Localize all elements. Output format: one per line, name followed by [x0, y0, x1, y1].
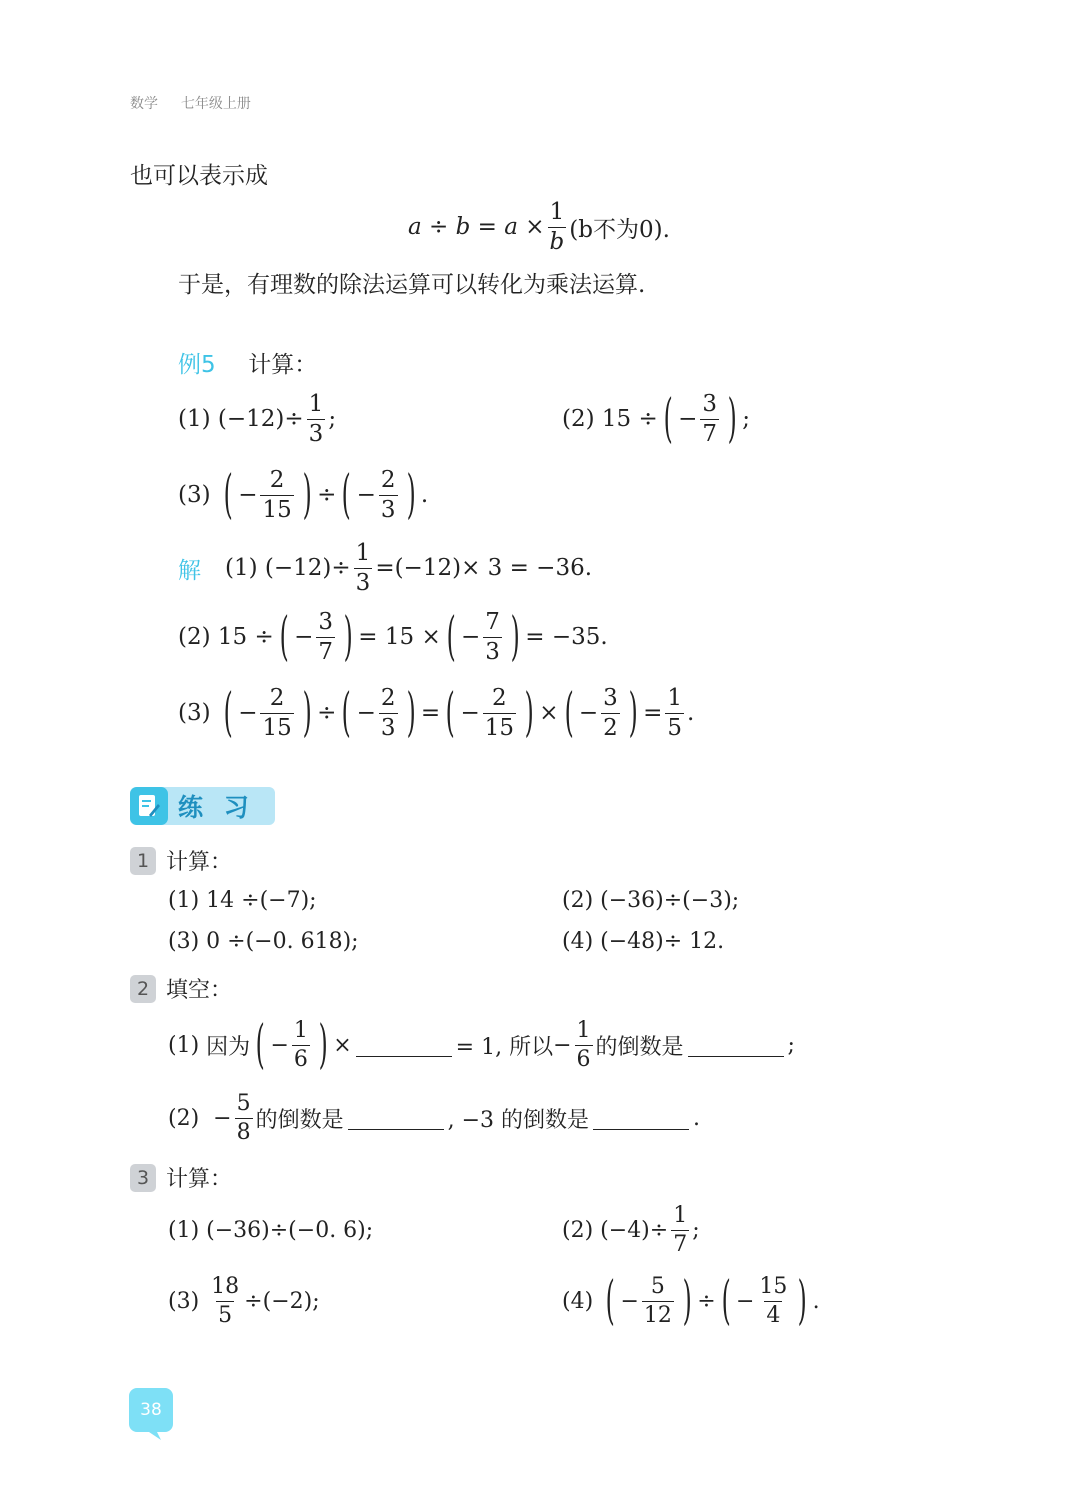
example-label: 例5 — [178, 352, 216, 378]
page-number: 38 — [140, 1400, 162, 1420]
practice-q2-b: (2) − $\frac{5}{8}$ 的倒数是 , −3 的倒数是 . — [168, 1090, 701, 1145]
formula-left: a ÷ b = a × — [408, 214, 545, 240]
intro-text: 也可以表示成 — [130, 163, 268, 189]
practice-q3-item: (2) (−4)÷ $\frac{1}{7}$ ; — [562, 1202, 700, 1257]
conclusion-text: 于是，有理数的除法运算可以转化为乘法运算. — [178, 272, 646, 298]
answer-blank[interactable] — [348, 1107, 444, 1130]
question-number: 2 — [130, 975, 156, 1003]
running-header — [130, 93, 251, 113]
formula-fraction: $\frac{1}{b}$ — [549, 198, 565, 255]
practice-q1-item: (1) 14 ÷(−7); — [168, 888, 317, 913]
formula-note: (b不为0). — [569, 216, 670, 243]
practice-q1-item: (2) (−36)÷(−3); — [562, 888, 740, 913]
practice-q2-heading: 2 填空： — [130, 973, 232, 1004]
solution-2: (2) 15 ÷ ( − $\frac{3}{7}$ ) = 15 × ( − $\frac{7}{3}$ ) = −35. — [178, 607, 608, 667]
practice-q3-item: (1) (−36)÷(−0. 6); — [168, 1218, 374, 1243]
solution-1: 解 (1) (−12)÷ $\frac{1}{3}$ =(−12)× 3 = −36. — [178, 539, 593, 596]
example-q3: (3) ( − $\frac{2}{15}$ ) ÷ ( − $\frac{2}{3}$ ) . — [178, 465, 429, 525]
page-number-badge — [129, 1388, 173, 1432]
example-title: 计算： — [248, 352, 318, 378]
practice-q3-item: (3) $\frac{18}{5}$ ÷(−2); — [168, 1273, 320, 1328]
practice-q1-item: (4) (−48)÷ 12. — [562, 929, 725, 954]
practice-q2-a: (1) 因为 ( − $\frac{1}{6}$ ) × = 1, 所以 − $\frac{1}{6}$ 的倒数是 ; — [168, 1015, 795, 1075]
practice-badge — [130, 787, 275, 825]
pencil-note-icon — [130, 787, 168, 825]
header-grade: 七年级上册 — [180, 96, 251, 112]
question-number: 3 — [130, 1164, 156, 1192]
example-q1: (1) (−12)÷ $\frac{1}{3}$ ; — [178, 390, 337, 447]
header-subject: 数学 — [130, 96, 158, 112]
practice-q3-item: (4) ( − $\frac{5}{12}$ ) ÷ ( − $\frac{15}{4}$ ) . — [562, 1271, 820, 1331]
answer-blank[interactable] — [593, 1107, 689, 1130]
practice-title: 练 习 — [178, 793, 255, 822]
answer-blank[interactable] — [688, 1034, 784, 1057]
practice-q1-heading: 1 计算： — [130, 845, 232, 876]
practice-q1-item: (3) 0 ÷(−0. 618); — [168, 929, 359, 954]
solution-3: (3) ( − $\frac{2}{15}$ ) ÷ ( − $\frac{2}{3}$ ) = ( − $\frac{2}{15}$ ) × ( − $\frac{3}{2}$ ) = $\frac{1}{5}$ . — [178, 683, 695, 743]
practice-q3-heading: 3 计算： — [130, 1162, 232, 1193]
answer-blank[interactable] — [356, 1034, 452, 1057]
division-formula — [408, 192, 670, 262]
example-q2: (2) 15 ÷ ( − $\frac{3}{7}$ ) ; — [562, 389, 751, 449]
solution-label: 解 — [178, 557, 201, 584]
example-heading — [178, 346, 317, 379]
fraction: $\frac{1}{3}$ — [308, 390, 324, 447]
question-number: 1 — [130, 847, 156, 875]
